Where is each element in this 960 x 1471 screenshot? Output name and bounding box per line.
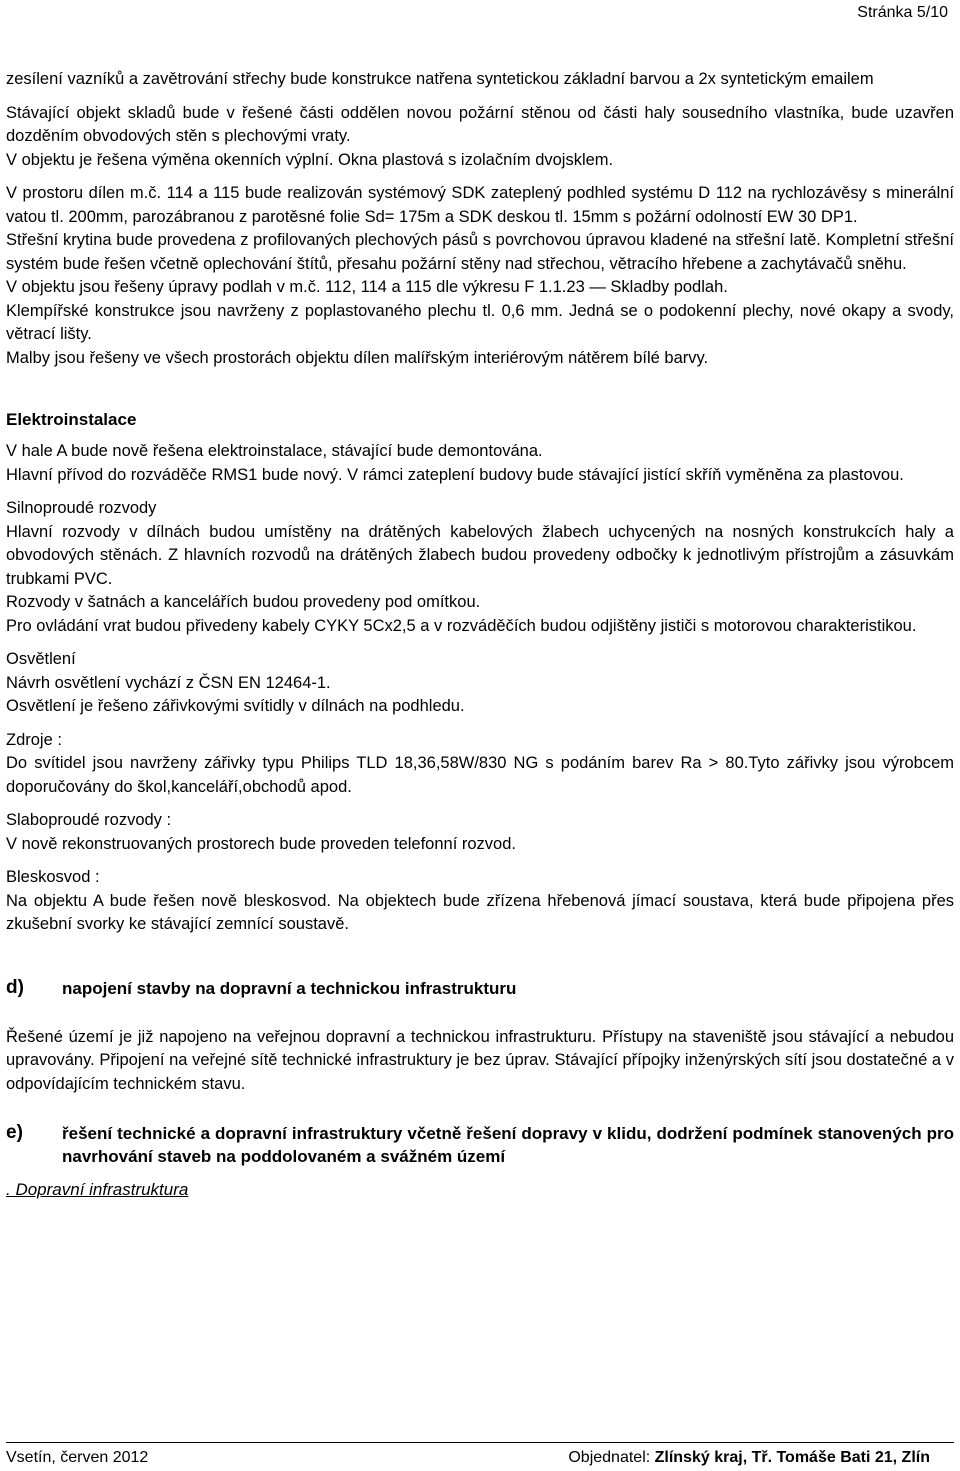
paragraph: Střešní krytina bude provedena z profilovaných plechových pásů s povrchovou úpravou kladené na střešní latě. Kompletní střešní systém bude řešen včetně oplechování štítů, přesahu požární stěny nad střechou, větracího hřebene a zachytávačů sněhu. <box>6 231 954 273</box>
paragraph: Rozvody v šatnách a kancelářích budou provedeny pod omítkou. <box>6 593 481 611</box>
paragraph: Hlavní rozvody v dílnách budou umístěny na drátěných kabelových žlabech uchycených na nosných konstrukcích haly a obvodových stěnách. Z hlavních rozvodů na drátěných žlabech budou provedeny odbočky k jednotlivým přístrojům a zásuvkám trubkami PVC. <box>6 522 954 588</box>
subheading-silnoproude: Silnoproudé rozvody <box>6 499 157 517</box>
subheading-bleskosvod: Bleskosvod : <box>6 868 100 886</box>
paragraph: V prostoru dílen m.č. 114 a 115 bude realizován systémový SDK zateplený podhled systému D 112 na rychlozávěsy s minerální vatou tl. 200mm, parozábranou z parotěsné folie Sd= 175m a SDK deskou tl. 15mm s požární odolností EW 30 DP1. <box>6 184 954 226</box>
paragraph: Do svítidel jsou navrženy zářivky typu Philips TLD 18,36,58W/830 NG s podáním barev Ra > 80.Tyto zářivky jsou výrobcem doporučovány do škol,kanceláří,obchodů apod. <box>6 754 954 796</box>
document-body <box>6 68 954 1203</box>
footer-location-date: Vsetín, červen 2012 <box>6 1449 149 1466</box>
paragraph: Pro ovládání vrat budou přivedeny kabely CYKY 5Cx2,5 a v rozváděčích budou odjištěny jističi s motorovou charakteristikou. <box>6 616 917 635</box>
section-d-heading <box>6 977 954 1000</box>
paragraph: V objektu je řešena výměna okenních výplní. Okna plastová s izolačním dvojsklem. <box>6 150 614 169</box>
subheading-osvetleni: Osvětlení <box>6 650 76 668</box>
paragraph: V hale A bude nově řešena elektroinstalace, stávající bude demontována. <box>6 442 543 460</box>
subheading-dopravni-infrastruktura: . Dopravní infrastruktura <box>6 1180 189 1199</box>
section-heading-elektroinstalace: Elektroinstalace <box>6 410 137 429</box>
footer <box>6 1449 930 1467</box>
paragraph: V nově rekonstruovaných prostorech bude proveden telefonní rozvod. <box>6 834 516 853</box>
paragraph: Stávající objekt skladů bude v řešené části oddělen novou požární stěnou od části haly sousedního vlastníka, bude uzavřen dozděním obvodových stěn s plechovými vraty. <box>6 103 954 145</box>
paragraph: Osvětlení je řešeno zářivkovými svítidly v dílnách na podhledu. <box>6 697 465 715</box>
paragraph: Návrh osvětlení vychází z ČSN EN 12464-1. <box>6 673 331 692</box>
paragraph: Řešené území je již napojeno na veřejnou dopravní a technickou infrastrukturu. Přístupy na staveniště jsou stávající a nebudou upravovány. Připojení na veřejné sítě technické infrastruktury je bez úprav. Stávající přípojky inženýrských sítí jsou dostatečné a v odpovídajícím technickém stavu. <box>6 1027 954 1093</box>
paragraph: Klempířské konstrukce jsou navrženy z poplastovaného plechu tl. 0,6 mm. Jedná se o podokenní plechy, nové okapy a svody, větrací lišty. <box>6 301 954 343</box>
paragraph: Na objektu A bude řešen nově bleskosvod. Na objektech bude zřízena hřebenová jímací soustava, která bude připojena přes zkušební svorky ke stávající zemnící soustavě. <box>6 891 954 933</box>
paragraph: Hlavní přívod do rozváděče RMS1 bude nový. V rámci zateplení budovy bude stávající jistící skříň vyměněna za plastovou. <box>6 465 904 484</box>
paragraph: zesílení vazníků a zavětrování střechy bude konstrukce natřena syntetickou základní barvou a 2x syntetickým emailem <box>6 70 874 88</box>
subheading-slaboproude: Slaboproudé rozvody : <box>6 811 172 829</box>
section-e-heading <box>6 1122 954 1168</box>
paragraph: V objektu jsou řešeny úpravy podlah v m.č. 112, 114 a 115 dle výkresu F 1.1.23 — Skladby podlah. <box>6 278 728 296</box>
paragraph: Malby jsou řešeny ve všech prostorách objektu dílen malířským interiérovým nátěrem bílé barvy. <box>6 348 709 367</box>
section-title: napojení stavby na dopravní a technickou infrastrukturu <box>62 978 517 998</box>
section-title: řešení technické a dopravní infrastruktury včetně řešení dopravy v klidu, dodržení podmínek stanovených pro navrhování staveb na poddolovaném a svážném území <box>62 1124 954 1166</box>
section-letter: d) <box>6 976 24 998</box>
page-number: Stránka 5/10 <box>857 4 948 21</box>
footer-client: Objednatel: Zlínský kraj, Tř. Tomáše Bati 21, Zlín <box>568 1449 930 1466</box>
section-letter: e) <box>6 1122 23 1143</box>
footer-divider <box>6 1442 954 1443</box>
subheading-zdroje: Zdroje : <box>6 730 62 749</box>
